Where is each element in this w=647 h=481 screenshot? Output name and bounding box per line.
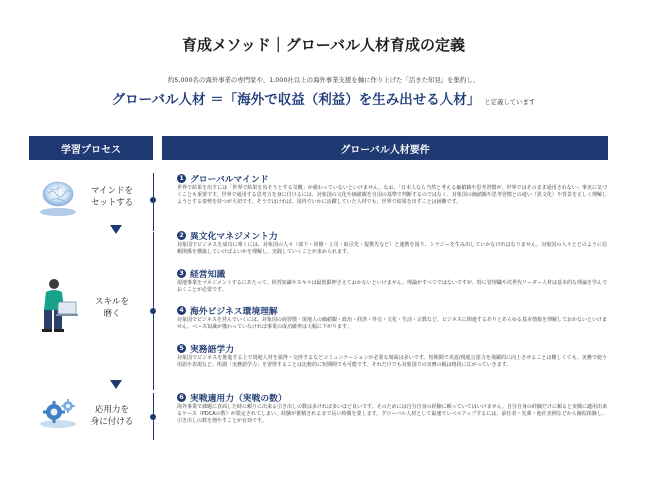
- requirement-title: 海外ビジネス環境理解: [190, 306, 278, 317]
- bracket-dot-apply: [150, 414, 156, 420]
- stage-mind-line2: セットする: [90, 198, 134, 208]
- stage-apply-line1: 応用力を: [94, 405, 129, 415]
- requirement-2: [177, 229, 607, 256]
- definition-tagline: [0, 88, 647, 108]
- bracket-dot-skill: [150, 308, 156, 314]
- requirement-5: [177, 342, 607, 369]
- stage-label-apply: [74, 404, 150, 428]
- requirement-title: 異文化マネジメント力: [190, 231, 278, 242]
- stage-label-mind: [74, 185, 150, 209]
- requirement-6: [177, 391, 607, 425]
- header-learning-process: 学習プロセス: [29, 136, 153, 160]
- requirement-description: 海外事業で課題に直面した時に頼りに出来る引き出しの数は多ければ多いほど良いです。そのためには自分自身の経験に頼っていてはいけません。自分自身の経験だけに頼ると実戦に適用出来るケース（PDCAの数）が限定されてしまい、経験が蓄積されるまで長い時間を要します。グローバル人材として最速でレベルアップするには、前任者・先輩・他社実例などから擬似体験し、引き出しの数を増やすことが有効です。: [177, 404, 607, 424]
- stage-skill-line1: スキルを: [95, 297, 129, 307]
- stage-mind-line1: マインドを: [90, 186, 134, 196]
- header-global-requirements: グローバル人材要件: [162, 136, 608, 160]
- stage-skill-line2: 磨く: [103, 309, 121, 319]
- requirement-description: 現地事業をマネジメントするにあたって、経営知識やスキルは最低限押さえておかないといけません。理論がすべてではないですが、特に管理職や次世代リーダー人材は基本的な理論を学んでおくことが必要です。: [177, 280, 607, 293]
- page-title: 育成メソッド｜グローバル人材育成の定義: [181, 36, 466, 54]
- requirement-title: グローバルマインド: [190, 174, 269, 185]
- stage-apply-line2: 身に付ける: [90, 417, 134, 427]
- requirement-4: [177, 304, 607, 331]
- requirement-3: [177, 267, 607, 294]
- requirement-number: 1: [177, 174, 186, 183]
- requirement-title: 実戦適用力（実戦の数）: [190, 393, 287, 404]
- requirement-number: 5: [177, 344, 186, 353]
- requirement-title: 実務語学力: [190, 344, 234, 355]
- requirement-number: 3: [177, 269, 186, 278]
- requirement-number: 6: [177, 393, 186, 402]
- bracket-dot-mind: [150, 197, 156, 203]
- requirement-description: 対象国でビジネスを営んでいくには、対象国の商習慣・現地人の価値観・政治・経済・外交・文化・生活・宗教など、ビジネスに関連するありとあらゆる基本情報を理解しておかないといけません。ベース知識が備わっていなければ事業の成功確率は大幅に下がります。: [177, 317, 607, 330]
- lead-text: 約5,000名の海外事業の専門家や、1,000社以上の海外事業支援を軸に作り上げた「活きた知見」を集約し、: [167, 76, 480, 84]
- down-arrow-1: [110, 225, 122, 234]
- requirement-1: [177, 172, 607, 206]
- definition-suffix: と定義しています: [484, 98, 536, 106]
- requirement-description: 対象国でビジネスを推進する上で現地人材を説得・交渉するなどコミュニケーションが必要な場面は多いです。短期間で英語/現地言語力を飛躍的に向上させることは難しくても、実務で使う用語や表現など、所謂「実務語学力」を習得することは比較的に短期間でも可能です。それだけでも対象国での実務の幅は格段に広がっていきます。: [177, 355, 607, 368]
- requirement-title: 経営知識: [190, 269, 226, 280]
- requirement-number: 4: [177, 306, 186, 315]
- requirement-description: 対象国でビジネスを成功に導くには、対象国の人々（部下・同僚・上司・取引先・提携先など）と連携を図り、シナジーを生み出していかなければなりません。対象国の人々とどのように信頼関係を構築していけばよいかを理解し、実践していくことが求められます。: [177, 242, 607, 255]
- definition-main: グローバル人材 ＝「海外で収益（利益）を生み出せる人材」: [111, 92, 481, 108]
- requirement-number: 2: [177, 231, 186, 240]
- stage-label-skill: [74, 296, 150, 320]
- requirement-description: 世界で結果を出すには「世界で結果を出そうとする気概」が備わっていないといけません。なお、「日本人なら当然と考える価値観や思考習慣が、世界ではそのまま通用されない」事実に気づくことも重要です。世界で通用する思考力を身に付けるには、対象国の文化や価値観を自国の基準で判断するのではなく、対象国の価値観や思考習慣との違い（異文化）や背景を正しく理解しようとする姿勢を持つが大切です。そうではければ、国内でいかに活躍していた人材でも、世界で結果を出すことは困難です。: [177, 185, 607, 205]
- down-arrow-2: [110, 380, 122, 389]
